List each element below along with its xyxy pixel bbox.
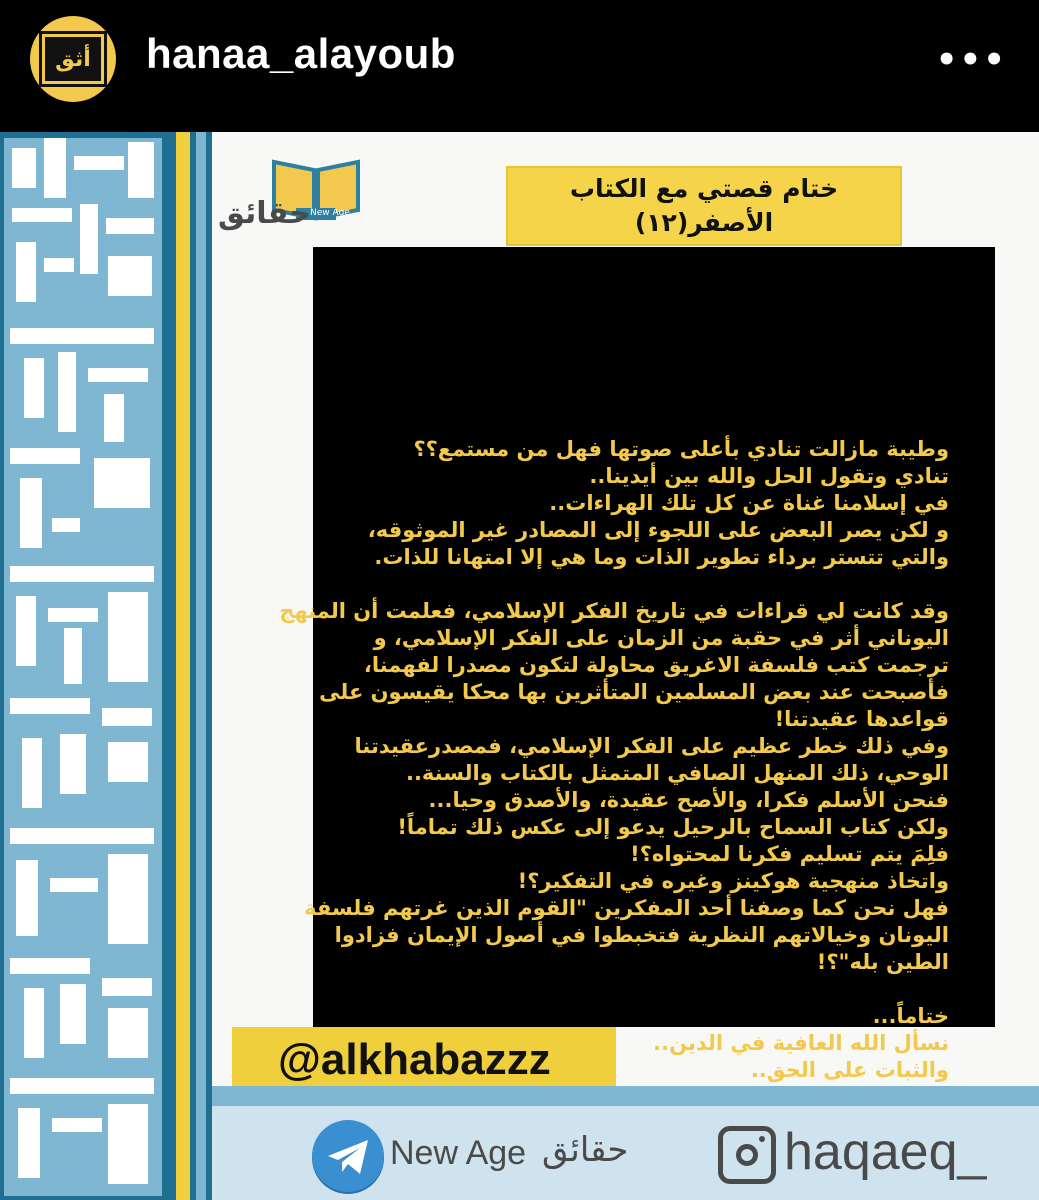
footer-inner — [212, 1106, 1039, 1200]
body-line: ترجمت كتب فلسفة الاغريق محاولة لتكون مصدرا لفهمنا، — [363, 653, 949, 677]
body-line: في إسلامنا غناة عن كل تلك الهراءات.. — [549, 491, 949, 515]
body-line: والتي تتستر برداء تطوير الذات وما هي إلا امتهانا للذات. — [374, 545, 949, 569]
post-image — [0, 132, 1039, 1200]
username[interactable]: hanaa_alayoub — [146, 30, 456, 77]
body-line: و لكن يصر البعض على اللجوء إلى المصادر غير الموثوقه، — [367, 518, 949, 542]
telegram-icon — [312, 1120, 384, 1192]
kufic-pattern — [4, 138, 162, 1196]
new-age-label: New Age — [390, 1134, 527, 1172]
yellow-stripe — [176, 132, 190, 1200]
avatar-logo — [42, 34, 104, 84]
body-line: اليوناني أثر في حقبة من الزمان على الفكر الإسلامي، و — [373, 626, 949, 650]
post-header — [0, 0, 1039, 132]
instagram-icon — [718, 1126, 776, 1184]
body-line: تنادي وتقول الحل والله بين أيدينا.. — [589, 464, 949, 488]
title-line-2: الأصفر(١٢) — [634, 208, 774, 237]
post-title — [506, 166, 902, 246]
footer-band — [212, 1086, 1039, 1200]
body-line: ولكن كتاب السماح بالرحيل يدعو إلى عكس ذلك تماماً! — [397, 815, 949, 839]
body-line: فنحن الأسلم فكرا، والأصح عقيدة، والأصدق وحيا... — [428, 788, 949, 812]
title-line-1: ختام قصتي مع الكتاب — [569, 174, 839, 203]
avatar-text: أثق — [55, 46, 91, 72]
author-handle: @alkhabazzz — [278, 1035, 551, 1084]
more-options-icon[interactable]: ••• — [935, 40, 1007, 80]
body-line: فأصبحت عند بعض المسلمين المتأثرين بها محكا يقيسون على — [319, 680, 949, 704]
body-line: فلِمَ يتم تسليم فكرنا لمحتواه؟! — [630, 842, 949, 866]
body-line: والثبات على الحق.. — [750, 1058, 949, 1082]
body-line: قواعدها عقيدتنا! — [774, 707, 949, 731]
body-line: وفي ذلك خطر عظيم على الفكر الإسلامي، فمصدرعقيدتنا — [354, 734, 949, 758]
body-line: اليونان وخيالاتهم النظرية فتخبطوا في أصول الإيمان فزادوا — [334, 923, 949, 947]
avatar[interactable] — [30, 16, 116, 102]
blue-stripe — [196, 132, 206, 1200]
body-line: الوحي، ذلك المنهل الصافي المتمثل بالكتاب والسنة.. — [405, 761, 949, 785]
body-line: ختاماً... — [872, 1004, 949, 1028]
body-line: واتخاذ منهجية هوكينز وغيره في التفكير؟! — [517, 869, 949, 893]
logo-text: حقائق — [218, 196, 311, 231]
haqaeq-arabic-label: حقائق — [542, 1130, 629, 1170]
logo-subtext: New Age — [310, 208, 350, 218]
body-line: وقد كانت لي قراءات في تاريخ الفكر الإسلامي، فعلمت أن المنهج — [279, 599, 949, 623]
body-line: فهل نحن كما وصفنا أحد المفكرين "القوم الذين غرتهم فلسفة — [304, 896, 949, 920]
haqaeq-logo — [218, 150, 378, 240]
body-line: نسأل الله العافية في الدين.. — [653, 1031, 949, 1055]
instagram-handle: haqaeq_ — [784, 1123, 987, 1181]
body-line: وطيبة مازالت تنادي بأعلى صوتها فهل من مستمع؟؟ — [413, 437, 949, 461]
decorative-kufic-column — [0, 132, 212, 1200]
body-line: الطين بله"؟! — [816, 950, 949, 974]
